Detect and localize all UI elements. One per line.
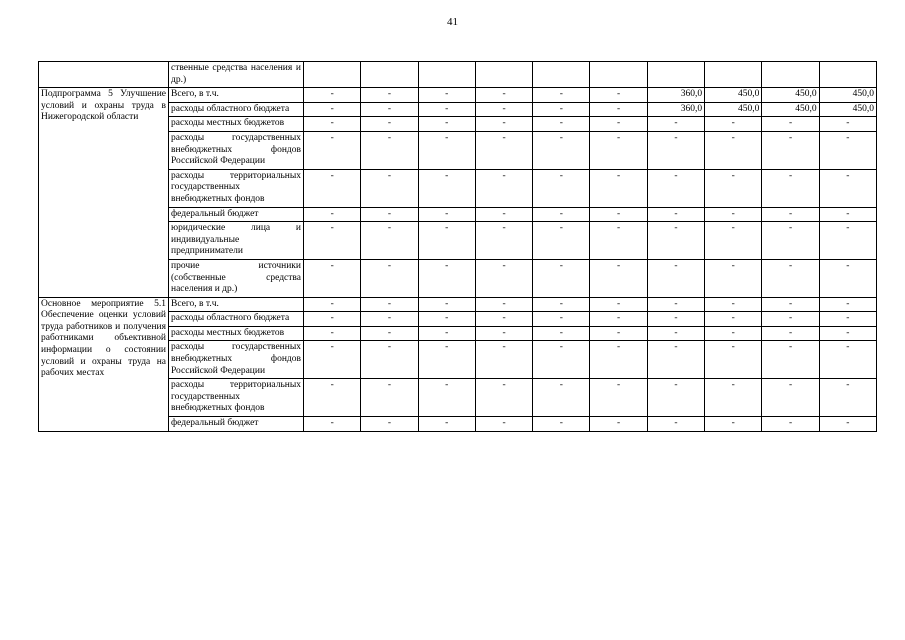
value-cell: - xyxy=(418,117,475,132)
table-row xyxy=(39,297,877,312)
value-cell xyxy=(361,62,418,88)
value-cell: - xyxy=(304,379,361,417)
value-cell: - xyxy=(304,312,361,327)
value-cell: - xyxy=(590,297,647,312)
value-cell: - xyxy=(762,131,819,169)
value-cell: - xyxy=(590,102,647,117)
value-cell: - xyxy=(647,417,704,432)
value-cell: - xyxy=(533,417,590,432)
funding-source-cell: расходы государственных внебюджетных фондов Российской Федерации xyxy=(169,131,304,169)
value-cell: - xyxy=(533,88,590,103)
value-cell: - xyxy=(475,117,532,132)
value-cell: - xyxy=(361,169,418,207)
value-cell xyxy=(418,62,475,88)
value-cell: - xyxy=(304,207,361,222)
funding-source-cell: расходы местных бюджетов xyxy=(169,326,304,341)
value-cell xyxy=(533,62,590,88)
value-cell: - xyxy=(647,297,704,312)
value-cell: - xyxy=(762,207,819,222)
value-cell: - xyxy=(304,417,361,432)
value-cell: - xyxy=(533,117,590,132)
value-cell: - xyxy=(819,259,876,297)
value-cell: - xyxy=(762,169,819,207)
value-cell: - xyxy=(819,326,876,341)
value-cell: - xyxy=(361,297,418,312)
value-cell: 360,0 xyxy=(647,102,704,117)
funding-source-cell: ственные средства населения и др.) xyxy=(169,62,304,88)
value-cell: - xyxy=(819,417,876,432)
value-cell: - xyxy=(533,169,590,207)
value-cell: - xyxy=(304,326,361,341)
value-cell: - xyxy=(475,259,532,297)
value-cell: - xyxy=(647,259,704,297)
value-cell: - xyxy=(590,259,647,297)
funding-source-cell: расходы территориальных государственных внебюджетных фондов xyxy=(169,169,304,207)
value-cell: - xyxy=(475,379,532,417)
value-cell: - xyxy=(304,259,361,297)
value-cell: - xyxy=(475,88,532,103)
value-cell: - xyxy=(533,326,590,341)
value-cell: - xyxy=(819,117,876,132)
value-cell: - xyxy=(361,102,418,117)
table-body xyxy=(39,62,877,432)
value-cell: - xyxy=(590,207,647,222)
value-cell: - xyxy=(647,169,704,207)
value-cell: - xyxy=(475,341,532,379)
value-cell: - xyxy=(705,312,762,327)
value-cell: - xyxy=(533,131,590,169)
funding-source-cell: прочие источники (собственные средства населения и др.) xyxy=(169,259,304,297)
value-cell: - xyxy=(705,379,762,417)
value-cell: - xyxy=(533,379,590,417)
funding-source-cell: расходы областного бюджета xyxy=(169,312,304,327)
value-cell: - xyxy=(361,117,418,132)
funding-source-cell: расходы территориальных государственных внебюджетных фондов xyxy=(169,379,304,417)
value-cell: - xyxy=(304,117,361,132)
value-cell: - xyxy=(418,326,475,341)
funding-source-cell: федеральный бюджет xyxy=(169,207,304,222)
value-cell: - xyxy=(418,341,475,379)
value-cell: - xyxy=(762,222,819,260)
value-cell: - xyxy=(533,207,590,222)
page-number: 41 xyxy=(447,16,458,28)
value-cell: - xyxy=(762,259,819,297)
value-cell: 360,0 xyxy=(647,88,704,103)
value-cell: 450,0 xyxy=(705,102,762,117)
value-cell: - xyxy=(762,417,819,432)
value-cell xyxy=(647,62,704,88)
value-cell: - xyxy=(705,207,762,222)
value-cell: - xyxy=(819,379,876,417)
table-row xyxy=(39,88,877,103)
funding-source-cell: федеральный бюджет xyxy=(169,417,304,432)
value-cell: 450,0 xyxy=(819,88,876,103)
value-cell: - xyxy=(590,417,647,432)
value-cell: - xyxy=(819,169,876,207)
funding-source-cell: расходы государственных внебюджетных фондов Российской Федерации xyxy=(169,341,304,379)
value-cell: - xyxy=(361,131,418,169)
value-cell: - xyxy=(590,312,647,327)
value-cell xyxy=(705,62,762,88)
value-cell: - xyxy=(590,169,647,207)
value-cell: - xyxy=(533,222,590,260)
value-cell: - xyxy=(418,88,475,103)
value-cell: - xyxy=(361,326,418,341)
value-cell: - xyxy=(705,169,762,207)
value-cell xyxy=(762,62,819,88)
table-row xyxy=(39,62,877,88)
value-cell: - xyxy=(590,117,647,132)
value-cell xyxy=(590,62,647,88)
value-cell: - xyxy=(418,131,475,169)
value-cell: - xyxy=(762,326,819,341)
value-cell: - xyxy=(590,88,647,103)
value-cell: - xyxy=(762,312,819,327)
value-cell: - xyxy=(819,341,876,379)
value-cell: - xyxy=(647,207,704,222)
value-cell: - xyxy=(762,117,819,132)
value-cell: - xyxy=(819,297,876,312)
value-cell: - xyxy=(590,341,647,379)
value-cell: - xyxy=(418,417,475,432)
value-cell: 450,0 xyxy=(705,88,762,103)
value-cell: - xyxy=(475,417,532,432)
value-cell: - xyxy=(304,102,361,117)
value-cell: - xyxy=(705,222,762,260)
value-cell: - xyxy=(647,117,704,132)
value-cell: - xyxy=(533,102,590,117)
value-cell: - xyxy=(762,341,819,379)
value-cell: 450,0 xyxy=(762,88,819,103)
value-cell: - xyxy=(819,222,876,260)
value-cell: - xyxy=(418,312,475,327)
value-cell: - xyxy=(361,222,418,260)
value-cell: - xyxy=(418,259,475,297)
value-cell: - xyxy=(361,379,418,417)
value-cell: - xyxy=(705,417,762,432)
value-cell: - xyxy=(762,297,819,312)
value-cell: - xyxy=(418,169,475,207)
value-cell: - xyxy=(705,297,762,312)
value-cell: - xyxy=(304,131,361,169)
value-cell: - xyxy=(705,326,762,341)
program-label-cell xyxy=(39,62,169,88)
value-cell: - xyxy=(533,312,590,327)
value-cell: - xyxy=(819,312,876,327)
value-cell: - xyxy=(361,341,418,379)
value-cell: - xyxy=(590,222,647,260)
value-cell: - xyxy=(475,312,532,327)
value-cell: - xyxy=(304,169,361,207)
value-cell: - xyxy=(418,222,475,260)
value-cell: - xyxy=(475,102,532,117)
value-cell: - xyxy=(418,379,475,417)
value-cell: - xyxy=(475,131,532,169)
value-cell: - xyxy=(647,312,704,327)
value-cell: - xyxy=(533,297,590,312)
value-cell: - xyxy=(361,312,418,327)
funding-source-cell: расходы областного бюджета xyxy=(169,102,304,117)
value-cell: - xyxy=(647,379,704,417)
value-cell: - xyxy=(361,417,418,432)
value-cell: - xyxy=(361,259,418,297)
value-cell: - xyxy=(361,207,418,222)
value-cell: - xyxy=(475,169,532,207)
value-cell: - xyxy=(647,341,704,379)
value-cell: - xyxy=(304,222,361,260)
value-cell: - xyxy=(418,297,475,312)
value-cell: - xyxy=(475,297,532,312)
value-cell: - xyxy=(475,326,532,341)
value-cell: - xyxy=(304,297,361,312)
budget-table xyxy=(38,61,877,432)
program-label-cell: Основное мероприятие 5.1 Обеспечение оценки условий труда работников и получения работниками объективной информации о состоянии условий и охраны труда на рабочих местах xyxy=(39,297,169,431)
value-cell: - xyxy=(590,379,647,417)
value-cell xyxy=(475,62,532,88)
value-cell: - xyxy=(647,222,704,260)
value-cell: - xyxy=(705,131,762,169)
value-cell: - xyxy=(361,88,418,103)
value-cell: - xyxy=(418,207,475,222)
value-cell: - xyxy=(705,117,762,132)
value-cell: - xyxy=(762,379,819,417)
funding-source-cell: юридические лица и индивидуальные предприниматели xyxy=(169,222,304,260)
value-cell: - xyxy=(647,326,704,341)
value-cell: - xyxy=(533,341,590,379)
funding-source-cell: расходы местных бюджетов xyxy=(169,117,304,132)
value-cell: - xyxy=(647,131,704,169)
value-cell: 450,0 xyxy=(762,102,819,117)
value-cell: - xyxy=(819,207,876,222)
funding-source-cell: Всего, в т.ч. xyxy=(169,88,304,103)
value-cell xyxy=(304,62,361,88)
program-label-cell: Подпрограмма 5 Улучшение условий и охраны труда в Нижегородской области xyxy=(39,88,169,298)
value-cell: - xyxy=(705,341,762,379)
value-cell: 450,0 xyxy=(819,102,876,117)
value-cell: - xyxy=(475,207,532,222)
value-cell: - xyxy=(475,222,532,260)
value-cell: - xyxy=(304,341,361,379)
value-cell: - xyxy=(590,326,647,341)
value-cell xyxy=(819,62,876,88)
value-cell: - xyxy=(819,131,876,169)
value-cell: - xyxy=(705,259,762,297)
value-cell: - xyxy=(590,131,647,169)
value-cell: - xyxy=(418,102,475,117)
value-cell: - xyxy=(533,259,590,297)
value-cell: - xyxy=(304,88,361,103)
funding-source-cell: Всего, в т.ч. xyxy=(169,297,304,312)
